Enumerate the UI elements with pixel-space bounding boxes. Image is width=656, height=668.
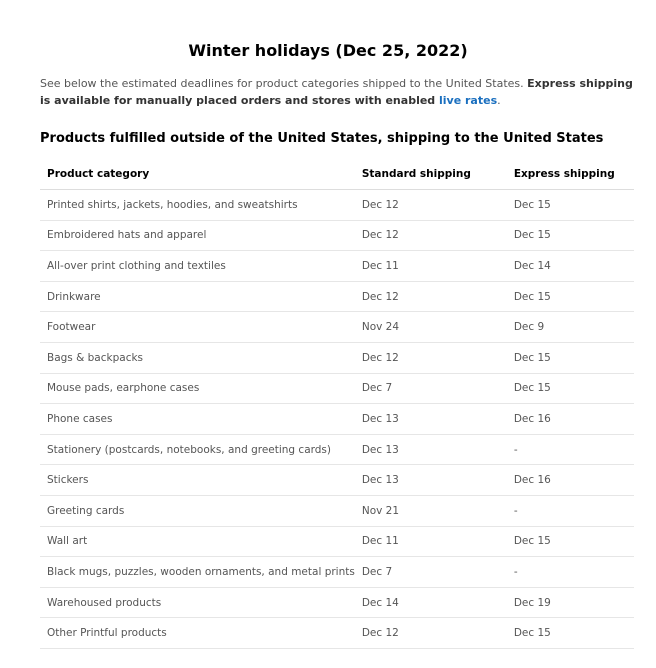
- cell-product-category: Other Printful products: [40, 618, 355, 649]
- table-row: [40, 251, 634, 282]
- cell-product-category: All-over print clothing and textiles: [40, 251, 355, 282]
- header-express-shipping: Express shipping: [507, 158, 634, 190]
- cell-express-shipping: Dec 15: [507, 526, 634, 557]
- cell-express-shipping: Dec 15: [507, 342, 634, 373]
- table-row: [40, 220, 634, 251]
- cell-standard-shipping: Dec 11: [355, 526, 507, 557]
- cell-standard-shipping: Dec 11: [355, 251, 507, 282]
- cell-standard-shipping: Dec 12: [355, 342, 507, 373]
- cell-express-shipping: Dec 9: [507, 312, 634, 343]
- cell-standard-shipping: Dec 12: [355, 190, 507, 221]
- cell-standard-shipping: Dec 7: [355, 557, 507, 588]
- cell-product-category: Phone cases: [40, 404, 355, 435]
- cell-standard-shipping: Nov 21: [355, 495, 507, 526]
- live-rates-link[interactable]: live rates: [439, 93, 498, 107]
- cell-express-shipping: Dec 19: [507, 587, 634, 618]
- cell-standard-shipping: Dec 12: [355, 281, 507, 312]
- cell-express-shipping: -: [507, 495, 634, 526]
- table-row: [40, 557, 634, 588]
- intro-paragraph: [40, 76, 636, 109]
- cell-product-category: Mouse pads, earphone cases: [40, 373, 355, 404]
- cell-express-shipping: -: [507, 557, 634, 588]
- table-row: [40, 404, 634, 435]
- cell-standard-shipping: Dec 13: [355, 465, 507, 496]
- cell-standard-shipping: Dec 13: [355, 434, 507, 465]
- cell-product-category: Printed shirts, jackets, hoodies, and sweatshirts: [40, 190, 355, 221]
- table-row: [40, 465, 634, 496]
- cell-product-category: Embroidered hats and apparel: [40, 220, 355, 251]
- table-header-row: [40, 158, 634, 190]
- cell-standard-shipping: Dec 14: [355, 587, 507, 618]
- cell-product-category: Stickers: [40, 465, 355, 496]
- table-row: [40, 281, 634, 312]
- cell-standard-shipping: Dec 12: [355, 220, 507, 251]
- cell-product-category: Stationery (postcards, notebooks, and greeting cards): [40, 434, 355, 465]
- cell-standard-shipping: Dec 12: [355, 618, 507, 649]
- cell-express-shipping: Dec 15: [507, 220, 634, 251]
- cell-standard-shipping: Nov 24: [355, 312, 507, 343]
- table-row: [40, 587, 634, 618]
- table-row: [40, 190, 634, 221]
- cell-express-shipping: Dec 15: [507, 618, 634, 649]
- table-row: [40, 373, 634, 404]
- cell-product-category: Drinkware: [40, 281, 355, 312]
- table-row: [40, 618, 634, 649]
- cell-product-category: Greeting cards: [40, 495, 355, 526]
- cell-express-shipping: Dec 15: [507, 281, 634, 312]
- intro-text: See below the estimated deadlines for product categories shipped to the United States.: [40, 77, 528, 90]
- table-row: [40, 495, 634, 526]
- table-row: [40, 312, 634, 343]
- page-title: Winter holidays (Dec 25, 2022): [188, 41, 468, 60]
- cell-standard-shipping: Dec 7: [355, 373, 507, 404]
- cell-express-shipping: -: [507, 434, 634, 465]
- cell-product-category: Footwear: [40, 312, 355, 343]
- table-row: [40, 526, 634, 557]
- shipping-deadlines-table: [40, 158, 634, 649]
- section-title: Products fulfilled outside of the United States, shipping to the United States: [40, 131, 604, 146]
- cell-product-category: Warehoused products: [40, 587, 355, 618]
- header-standard-shipping: Standard shipping: [355, 158, 507, 190]
- cell-standard-shipping: Dec 13: [355, 404, 507, 435]
- table-row: [40, 434, 634, 465]
- cell-express-shipping: Dec 14: [507, 251, 634, 282]
- cell-express-shipping: Dec 16: [507, 404, 634, 435]
- intro-bold-label: Express shipping is available for manually placed orders and stores with enabled: [40, 77, 633, 107]
- cell-product-category: Bags & backpacks: [40, 342, 355, 373]
- intro-end: .: [497, 93, 501, 107]
- table-row: [40, 342, 634, 373]
- table-body: [40, 190, 634, 649]
- cell-express-shipping: Dec 15: [507, 190, 634, 221]
- cell-express-shipping: Dec 15: [507, 373, 634, 404]
- header-product-category: Product category: [40, 158, 355, 190]
- cell-express-shipping: Dec 16: [507, 465, 634, 496]
- cell-product-category: Black mugs, puzzles, wooden ornaments, and metal prints: [40, 557, 355, 588]
- cell-product-category: Wall art: [40, 526, 355, 557]
